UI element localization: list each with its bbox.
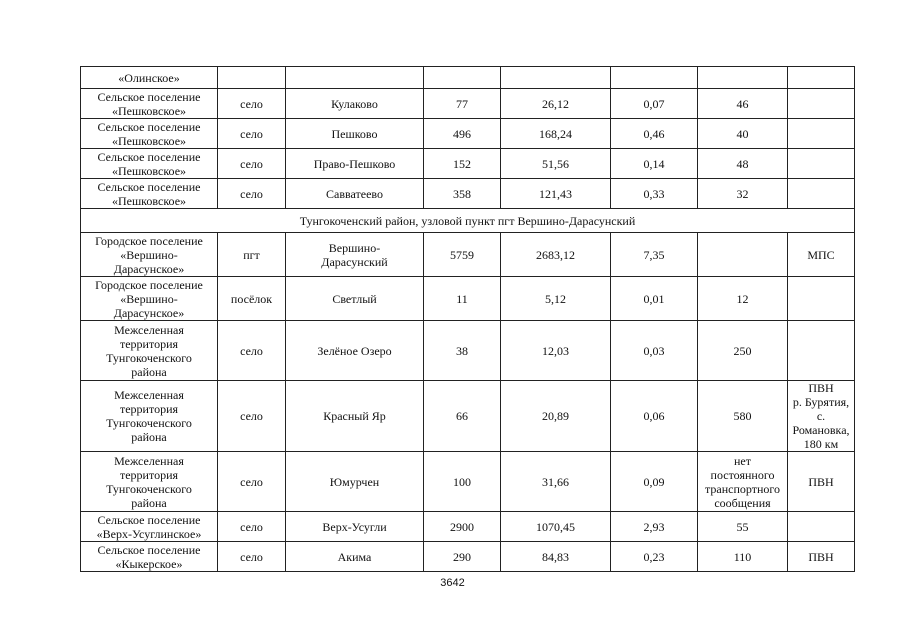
share-cell: 0,03 [611, 321, 698, 381]
note-cell: МПС [788, 233, 855, 277]
type-cell: село [218, 542, 286, 572]
type-cell: село [218, 452, 286, 512]
type-cell: пгт [218, 233, 286, 277]
distance-cell [698, 233, 788, 277]
table-row [81, 381, 855, 452]
share-cell: 0,14 [611, 149, 698, 179]
distance-cell: 12 [698, 277, 788, 321]
population-cell: 5759 [424, 233, 501, 277]
settlement-cell: Городское поселение «Вершино- Дарасунское» [81, 277, 218, 321]
table-row [81, 277, 855, 321]
value-cell: 31,66 [501, 452, 611, 512]
table-row [81, 67, 855, 89]
place-cell: Пешково [286, 119, 424, 149]
place-cell [286, 67, 424, 89]
share-cell: 0,09 [611, 452, 698, 512]
section-header: Тунгокоченский район, узловой пункт пгт Вершино-Дарасунский [81, 209, 855, 233]
population-cell: 152 [424, 149, 501, 179]
value-cell: 168,24 [501, 119, 611, 149]
settlement-cell: Сельское поселение «Пешковское» [81, 149, 218, 179]
note-cell [788, 67, 855, 89]
settlement-cell: Сельское поселение «Кыкерское» [81, 542, 218, 572]
population-cell: 290 [424, 542, 501, 572]
type-cell: село [218, 512, 286, 542]
place-cell: Красный Яр [286, 381, 424, 452]
share-cell: 0,33 [611, 179, 698, 209]
page-number: 3642 [440, 577, 465, 589]
value-cell: 121,43 [501, 179, 611, 209]
population-cell [424, 67, 501, 89]
share-cell: 2,93 [611, 512, 698, 542]
note-cell [788, 89, 855, 119]
table-row [81, 452, 855, 512]
settlement-cell: Городское поселение «Вершино- Дарасунское» [81, 233, 218, 277]
distance-cell: 110 [698, 542, 788, 572]
note-cell [788, 179, 855, 209]
population-cell: 38 [424, 321, 501, 381]
type-cell: село [218, 89, 286, 119]
type-cell: село [218, 179, 286, 209]
type-cell: село [218, 381, 286, 452]
population-cell: 2900 [424, 512, 501, 542]
value-cell: 5,12 [501, 277, 611, 321]
note-cell: ПВН [788, 542, 855, 572]
population-cell: 66 [424, 381, 501, 452]
type-cell: посёлок [218, 277, 286, 321]
value-cell: 12,03 [501, 321, 611, 381]
distance-cell: 55 [698, 512, 788, 542]
population-cell: 496 [424, 119, 501, 149]
note-cell [788, 149, 855, 179]
share-cell: 7,35 [611, 233, 698, 277]
table-row [81, 233, 855, 277]
share-cell: 0,07 [611, 89, 698, 119]
table-row [81, 321, 855, 381]
distance-cell: 580 [698, 381, 788, 452]
place-cell: Акима [286, 542, 424, 572]
share-cell: 0,23 [611, 542, 698, 572]
settlement-cell: Межселенная территория Тунгокоченского района [81, 381, 218, 452]
population-cell: 100 [424, 452, 501, 512]
place-cell: Право-Пешково [286, 149, 424, 179]
population-cell: 358 [424, 179, 501, 209]
distance-cell [698, 67, 788, 89]
distance-cell: 48 [698, 149, 788, 179]
population-cell: 77 [424, 89, 501, 119]
value-cell: 1070,45 [501, 512, 611, 542]
table-row [81, 89, 855, 119]
place-cell: Савватеево [286, 179, 424, 209]
value-cell: 84,83 [501, 542, 611, 572]
settlement-cell: Межселенная территория Тунгокоченского района [81, 452, 218, 512]
place-cell: Юмурчен [286, 452, 424, 512]
settlement-cell: Сельское поселение «Пешковское» [81, 119, 218, 149]
distance-cell: 46 [698, 89, 788, 119]
data-table [80, 66, 855, 572]
place-cell: Верх-Усугли [286, 512, 424, 542]
place-cell: Кулаково [286, 89, 424, 119]
note-cell [788, 512, 855, 542]
table-row [81, 512, 855, 542]
note-cell [788, 321, 855, 381]
table-row [81, 179, 855, 209]
place-cell: Зелёное Озеро [286, 321, 424, 381]
table-row [81, 119, 855, 149]
value-cell: 20,89 [501, 381, 611, 452]
type-cell: село [218, 321, 286, 381]
distance-cell: 250 [698, 321, 788, 381]
note-cell [788, 119, 855, 149]
value-cell: 26,12 [501, 89, 611, 119]
distance-cell: 40 [698, 119, 788, 149]
note-cell: ПВН [788, 452, 855, 512]
share-cell: 0,06 [611, 381, 698, 452]
distance-cell: 32 [698, 179, 788, 209]
type-cell: село [218, 149, 286, 179]
share-cell [611, 67, 698, 89]
settlement-cell: «Олинское» [81, 67, 218, 89]
distance-cell: нет постоянного транспортного сообщения [698, 452, 788, 512]
settlement-cell: Сельское поселение «Пешковское» [81, 179, 218, 209]
section-header-row [81, 209, 855, 233]
note-cell: ПВН р. Бурятия, с. Романовка, 180 км [788, 381, 855, 452]
value-cell: 2683,12 [501, 233, 611, 277]
population-cell: 11 [424, 277, 501, 321]
share-cell: 0,01 [611, 277, 698, 321]
table-row [81, 542, 855, 572]
place-cell: Светлый [286, 277, 424, 321]
value-cell: 51,56 [501, 149, 611, 179]
table-row [81, 149, 855, 179]
settlement-cell: Сельское поселение «Верх-Усуглинское» [81, 512, 218, 542]
place-cell: Вершино- Дарасунский [286, 233, 424, 277]
settlement-cell: Сельское поселение «Пешковское» [81, 89, 218, 119]
type-cell: село [218, 119, 286, 149]
share-cell: 0,46 [611, 119, 698, 149]
settlement-cell: Межселенная территория Тунгокоченского района [81, 321, 218, 381]
value-cell [501, 67, 611, 89]
type-cell [218, 67, 286, 89]
note-cell [788, 277, 855, 321]
